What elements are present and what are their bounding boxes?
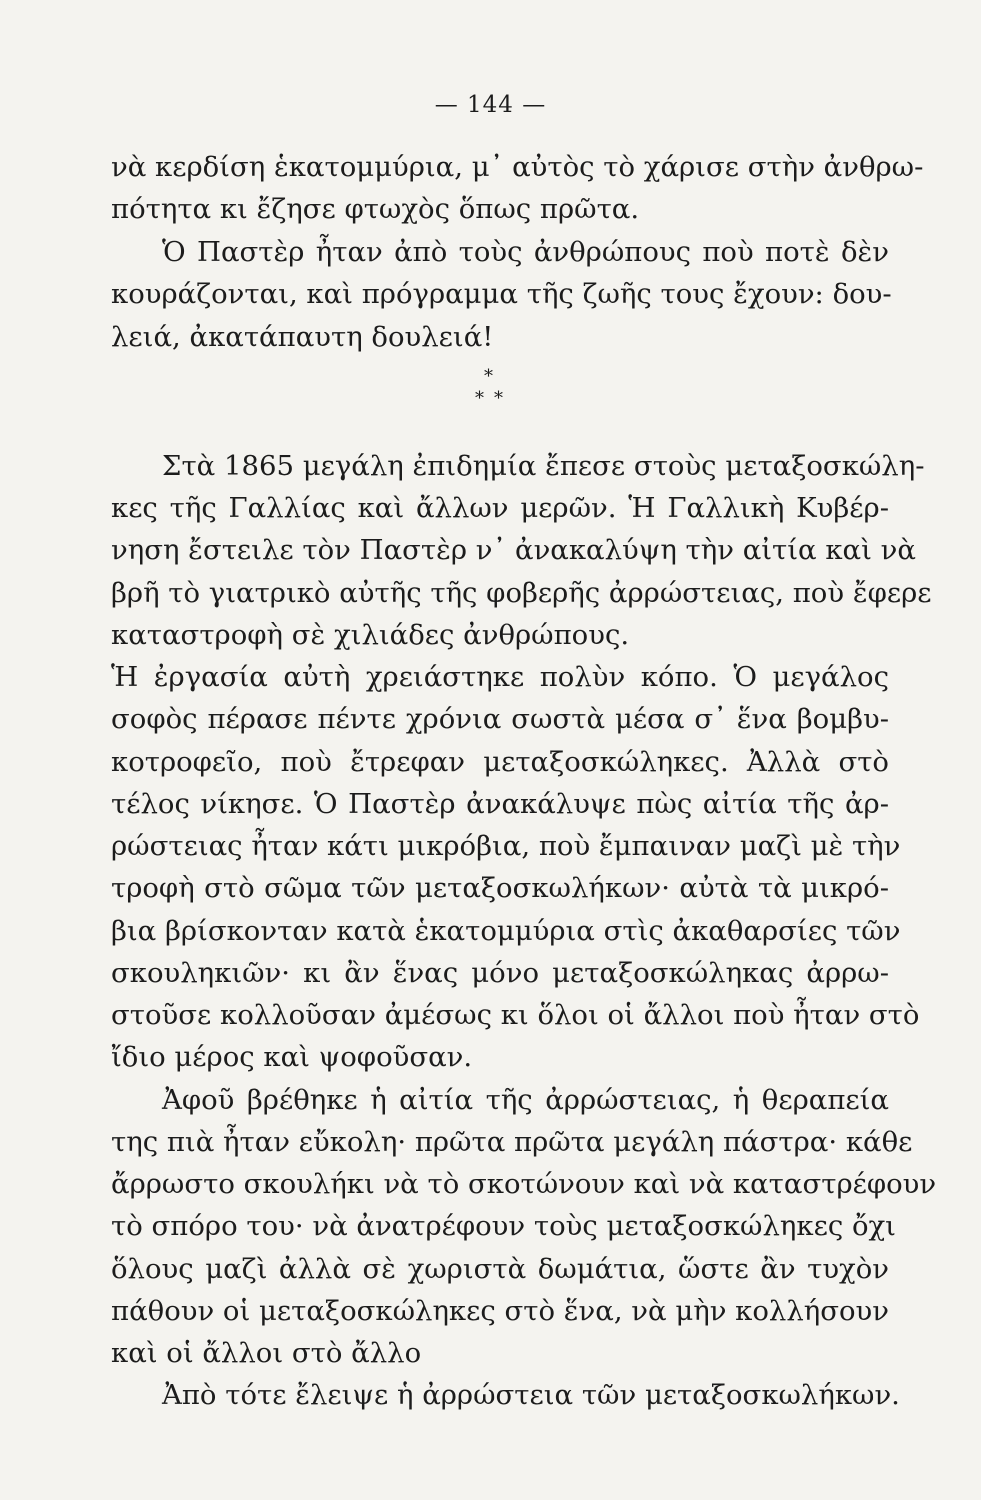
text-line: Ὁ Παστὲρ ἦταν ἀπὸ τοὺς ἀνθρώπους ποὺ ποτὲ δὲν [162, 236, 889, 268]
text-line: της πιὰ ἦταν εὔκολη· πρῶτα πρῶτα μεγάλη πάστρα· κάθε [111, 1126, 913, 1158]
text-line: καταστροφὴ σὲ χιλιάδες ἀνθρώπους. [111, 619, 630, 651]
text-line: τροφὴ στὸ σῶμα τῶν μεταξοσκωλήκων· αὐτὰ τὰ μικρό- [111, 872, 889, 904]
separator-star: * [484, 366, 493, 387]
text-line: νὰ κερδίση ἑκατομμύρια, μ᾿ αὐτὸς τὸ χάρισε στὴν ἀνθρω- [111, 151, 924, 183]
text-line: βια βρίσκονταν κατὰ ἑκατομμύρια στὶς ἀκαθαρσίες τῶν [111, 915, 901, 947]
text-line: πότητα κι ἔζησε φτωχὸς ὅπως πρῶτα. [111, 193, 640, 225]
text-line: πάθουν οἱ μεταξοσκώληκες στὸ ἕνα, νὰ μὴν κολλήσουν [111, 1295, 889, 1327]
text-line: κοτροφεῖο, ποὺ ἔτρεφαν μεταξοσκώληκες. Ἀλλὰ στὸ [111, 746, 889, 778]
text-line: ρώστειας ἦταν κάτι μικρόβια, ποὺ ἔμπαιναν μαζὶ μὲ τὴν [111, 830, 901, 862]
separator-star: * [475, 388, 484, 409]
text-line: Στὰ 1865 μεγάλη ἐπιδημία ἔπεσε στοὺς μεταξοσκώλη- [162, 450, 925, 482]
text-line: Ἀφοῦ βρέθηκε ἡ αἰτία τῆς ἀρρώστειας, ἡ θεραπεία [162, 1084, 889, 1116]
text-line: σκουληκιῶν· κι ἂν ἕνας μόνο μεταξοσκώληκας ἀρρω- [111, 957, 889, 989]
text-line: στοῦσε κολλοῦσαν ἀμέσως κι ὅλοι οἱ ἄλλοι ποὺ ἦταν στὸ [111, 999, 920, 1031]
text-line: νηση ἔστειλε τὸν Παστὲρ ν᾿ ἀνακαλύψη τὴν αἰτία καὶ νὰ [111, 534, 916, 566]
text-line: τὸ σπόρο του· νὰ ἀνατρέφουν τοὺς μεταξοσκώληκες ὄχι [111, 1210, 896, 1242]
text-line: σοφὸς πέρασε πέντε χρόνια σωστὰ μέσα σ᾿ ἕνα βομβυ- [111, 703, 889, 735]
separator-star: * [494, 388, 503, 409]
text-line: ἄρρωστο σκουλήκι νὰ τὸ σκοτώνουν καὶ νὰ καταστρέφουν [111, 1168, 937, 1200]
text-line: βρῆ τὸ γιατρικὸ αὐτῆς τῆς φοβερῆς ἀρρώστειας, ποὺ ἔφερε [111, 577, 932, 609]
text-line: καὶ οἱ ἄλλοι στὸ ἄλλο [111, 1337, 422, 1369]
section-separator [470, 368, 510, 418]
text-line: κουράζονται, καὶ πρόγραμμα τῆς ζωῆς τους ἔχουν: δου- [111, 278, 892, 310]
text-line: λειά, ἀκατάπαυτη δουλειά! [111, 321, 494, 353]
text-line: κες τῆς Γαλλίας καὶ ἄλλων μερῶν. Ἡ Γαλλικὴ Κυβέρ- [111, 492, 889, 524]
page-number: — 144 — [434, 92, 547, 118]
text-line: Ἀπὸ τότε ἔλειψε ἡ ἀρρώστεια τῶν μεταξοσκωλήκων. [162, 1379, 900, 1411]
text-line: Ἡ ἐργασία αὐτὴ χρειάστηκε πολὺν κόπο. Ὁ μεγάλος [111, 661, 889, 693]
text-line: ἴδιο μέρος καὶ ψοφοῦσαν. [111, 1041, 473, 1073]
text-line: τέλος νίκησε. Ὁ Παστὲρ ἀνακάλυψε πὼς αἰτία τῆς ἀρ- [111, 788, 889, 820]
text-line: ὅλους μαζὶ ἀλλὰ σὲ χωριστὰ δωμάτια, ὥστε ἂν τυχὸν [111, 1253, 889, 1285]
